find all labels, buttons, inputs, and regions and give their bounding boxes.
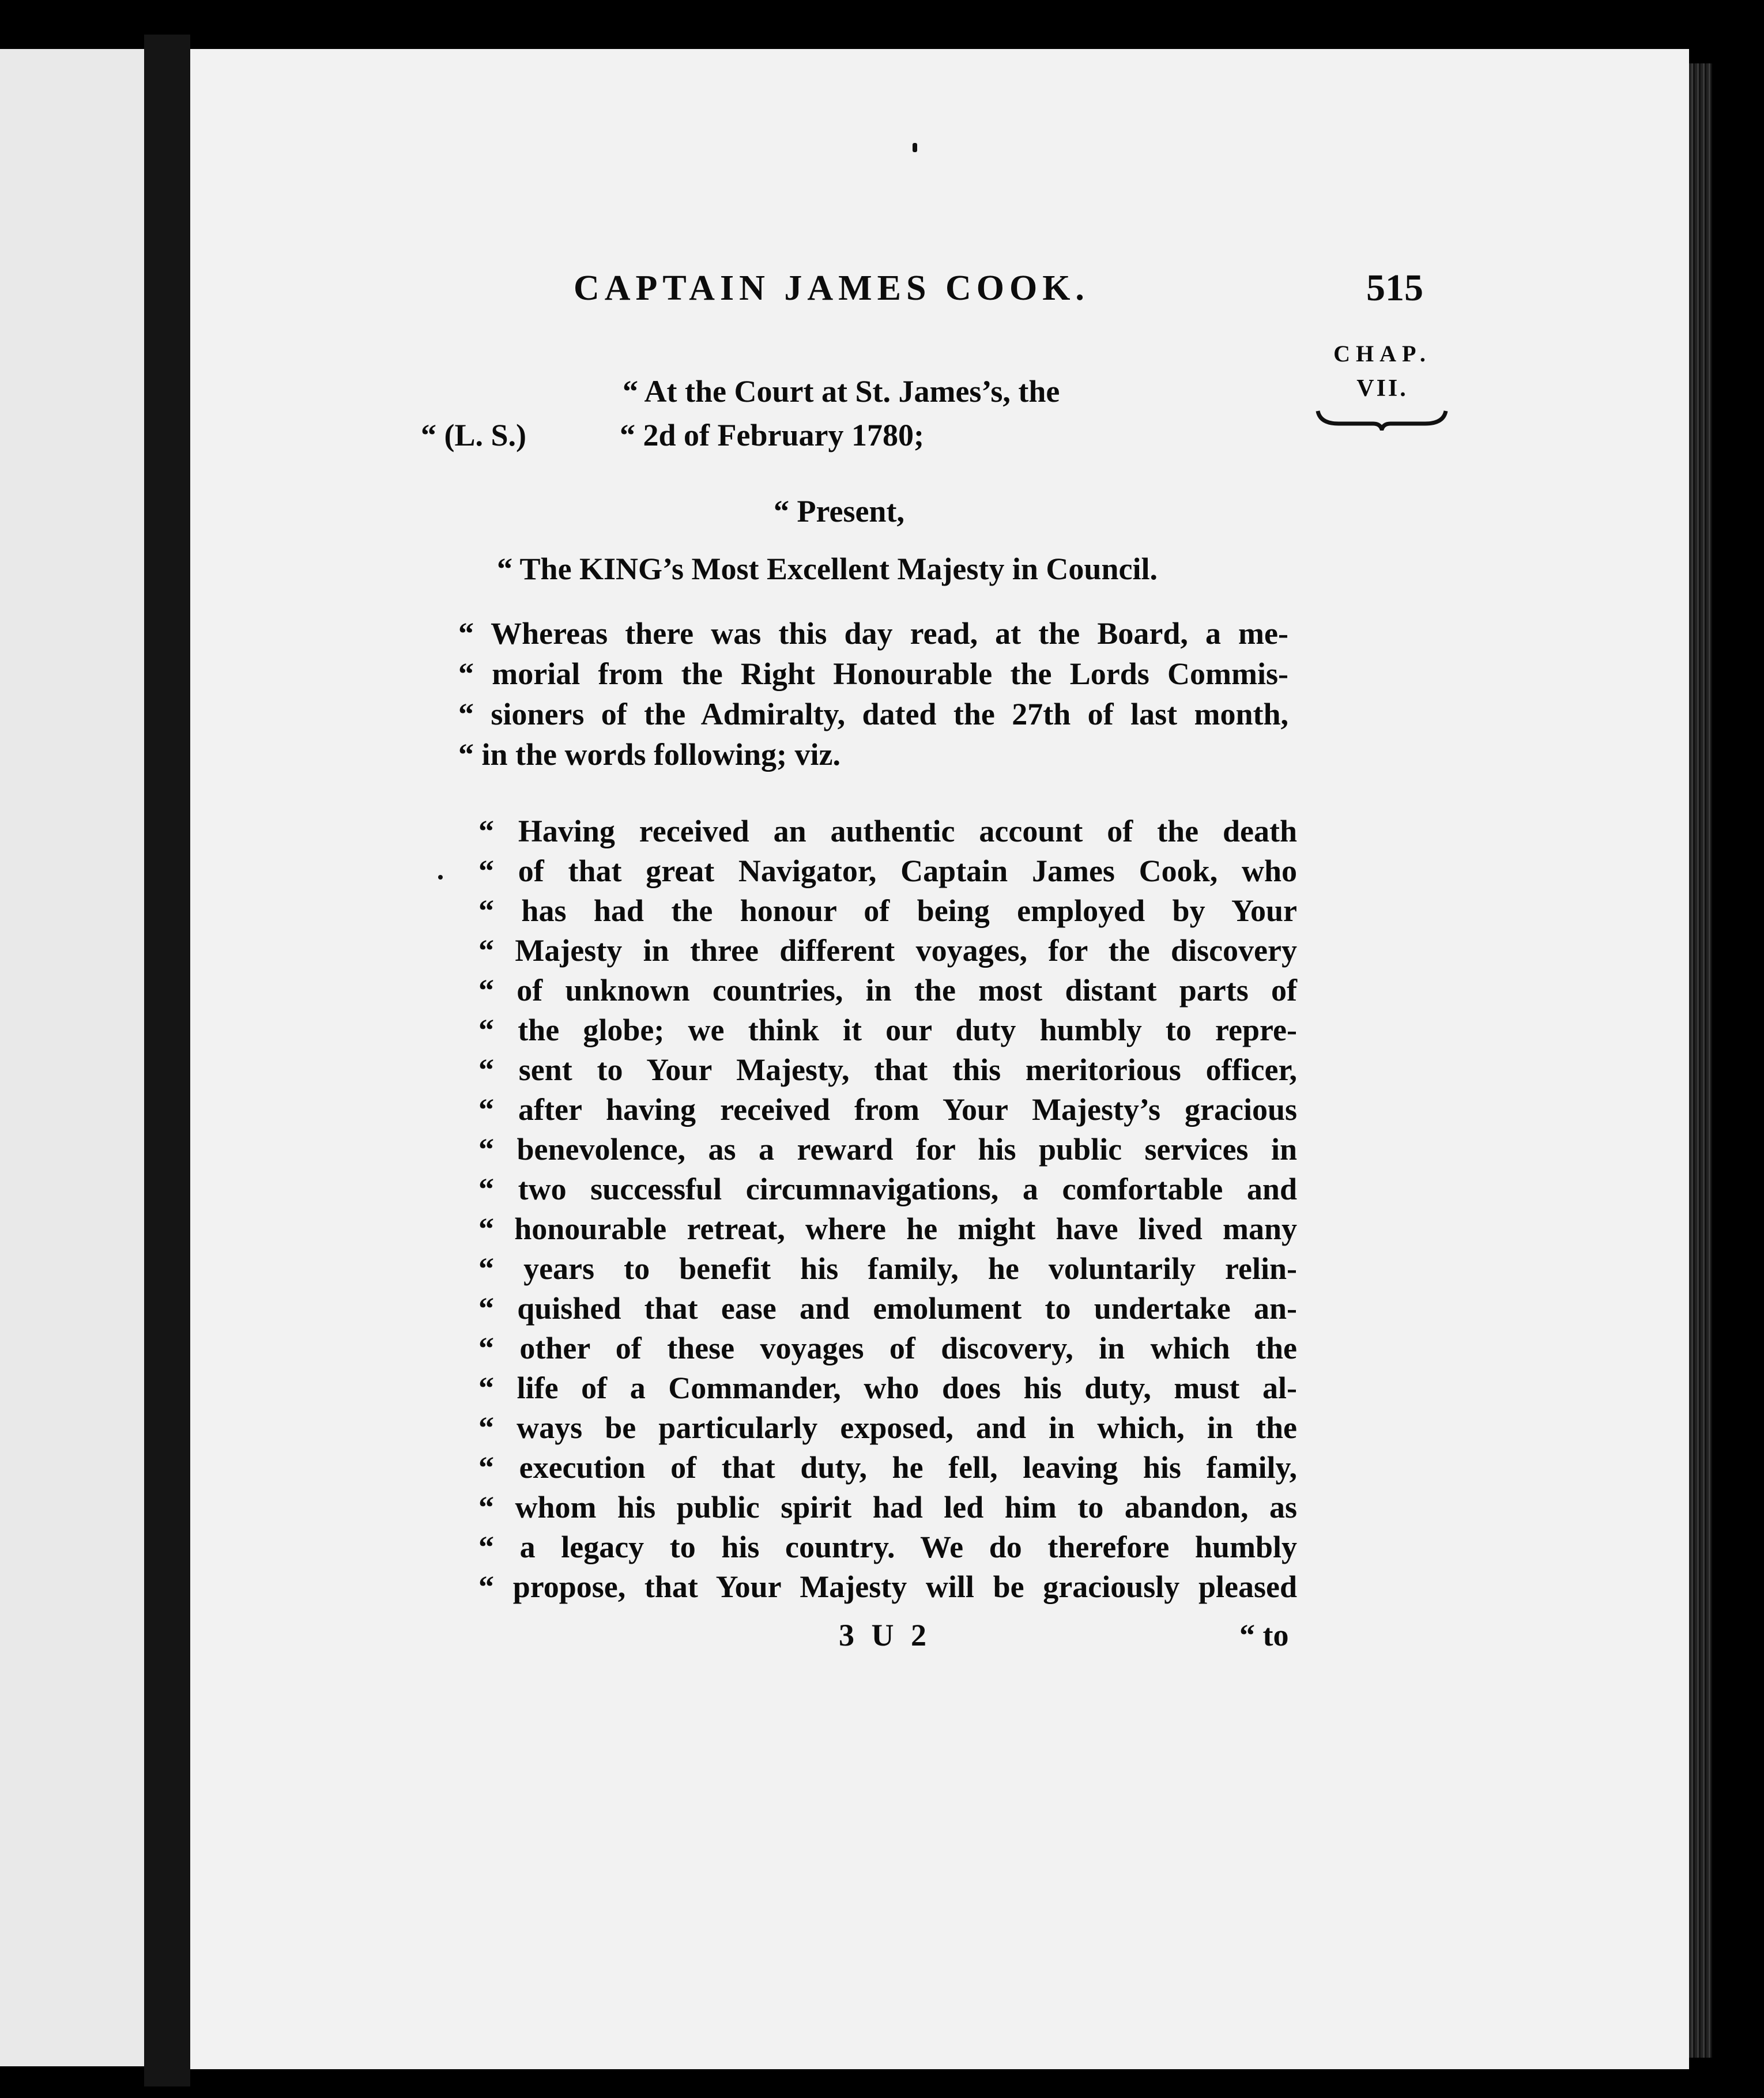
paragraph2-line: “ quished that ease and emolument to undertake an- (478, 1291, 1297, 1326)
court-line-1: “ At the Court at St. James’s, the (623, 374, 1060, 409)
court-line-2: “ 2d of February 1780; (620, 418, 924, 452)
ink-speck (913, 143, 917, 152)
catchword: “ to (1239, 1618, 1289, 1652)
paragraph2-line: “ Having received an authentic account of the death (478, 814, 1297, 848)
paragraph2-line: “ other of these voyages of discovery, in which the (478, 1331, 1297, 1365)
paragraph2-line: “ after having received from Your Majesty’s gracious (478, 1092, 1297, 1127)
paragraph2-line: “ execution of that duty, he fell, leaving his family, (478, 1450, 1297, 1485)
paragraph2-line: “ sent to Your Majesty, that this meritorious officer, (478, 1052, 1297, 1087)
book-gutter (144, 35, 190, 2086)
paragraph2-line: “ has had the honour of being employed by Your (478, 893, 1297, 928)
paragraph2-line: “ a legacy to his country. We do therefore humbly (478, 1530, 1297, 1564)
page-number: 515 (1366, 267, 1423, 309)
paragraph2-line: “ of that great Navigator, Captain James Cook, who (478, 854, 1297, 888)
paragraph2-line: “ ways be particularly exposed, and in which, in the (478, 1410, 1297, 1445)
running-title: CAPTAIN JAMES COOK. (574, 269, 1090, 308)
signature-mark: 3 U 2 (839, 1618, 931, 1652)
chapter-number: VII. (1356, 375, 1408, 402)
paragraph2-line: “ of unknown countries, in the most distant parts of (478, 973, 1297, 1008)
paragraph2-line: “ life of a Commander, who does his duty, must al- (478, 1371, 1297, 1405)
chapter-label: CHAP. (1333, 341, 1431, 367)
paragraph2-line: “ propose, that Your Majesty will be graciously pleased (478, 1569, 1297, 1604)
paragraph1-line: “ sioners of the Admiralty, dated the 27th of last month, (458, 697, 1288, 731)
paragraph1-line: “ morial from the Right Honourable the Lords Commis- (458, 656, 1288, 691)
king-line: “ The KING’s Most Excellent Majesty in Council. (497, 552, 1158, 586)
paragraph2-line: “ whom his public spirit had led him to abandon, as (478, 1490, 1297, 1525)
present-line: “ Present, (774, 494, 904, 529)
paragraph2-line: “ benevolence, as a reward for his public services in (478, 1132, 1297, 1167)
paragraph2-line: “ Majesty in three different voyages, for the discovery (478, 933, 1297, 968)
paragraph2-line: “ the globe; we think it our duty humbly to repre- (478, 1013, 1297, 1047)
facing-page (0, 49, 144, 2066)
paragraph1-line: “ in the words following; viz. (458, 737, 841, 772)
page-edge (1689, 63, 1712, 2058)
seal-mark: “ (L. S.) (421, 418, 527, 452)
paragraph1-line: “ Whereas there was this day read, at the Board, a me- (458, 616, 1288, 651)
paragraph2-line: “ honourable retreat, where he might have lived many (478, 1212, 1297, 1246)
ink-dot (438, 875, 443, 880)
paragraph2-line: “ years to benefit his family, he voluntarily relin- (478, 1251, 1297, 1286)
chapter-brace (1316, 406, 1448, 431)
paragraph2-line: “ two successful circumnavigations, a comfortable and (478, 1172, 1297, 1206)
